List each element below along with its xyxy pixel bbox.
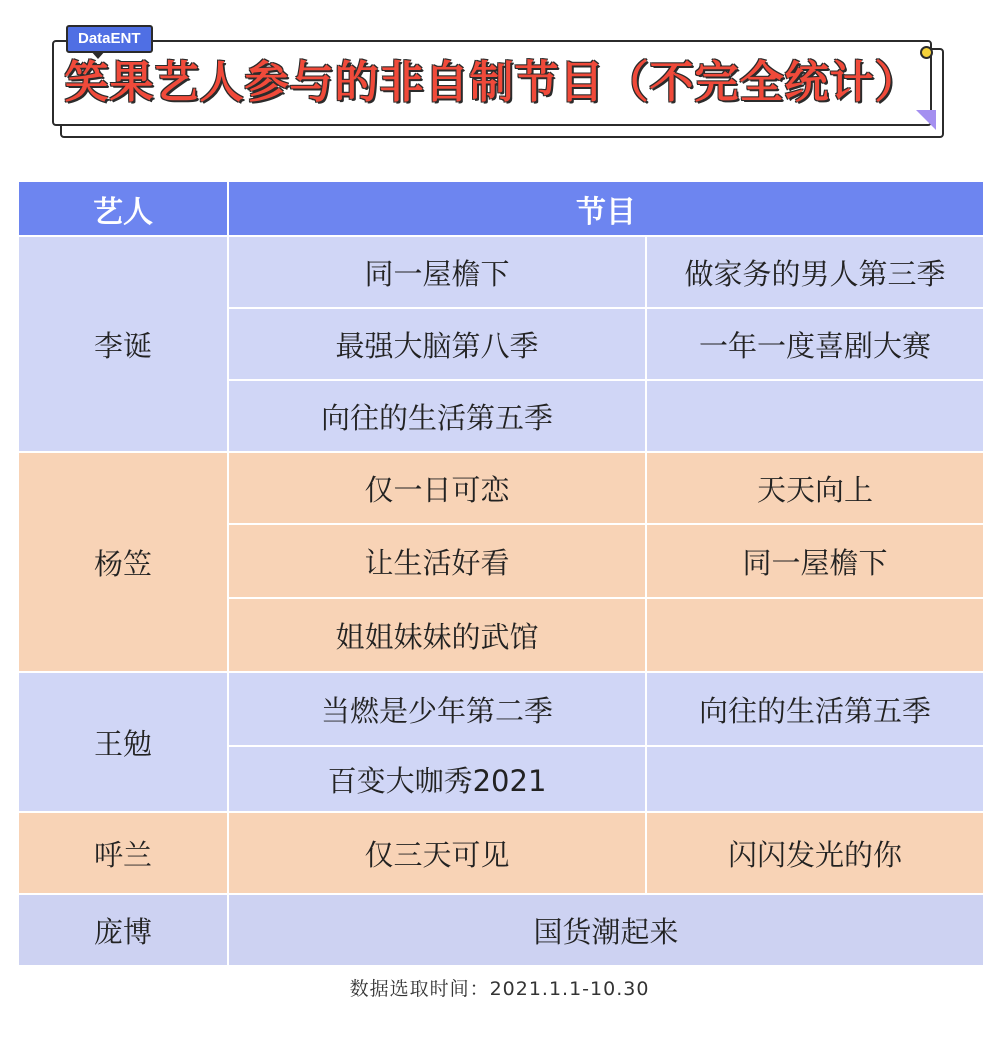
- program-cell-empty: [647, 381, 983, 451]
- program-table: [19, 182, 981, 965]
- program-cell: 百变大咖秀2021: [229, 747, 645, 811]
- program-cell: 当燃是少年第二季: [229, 673, 645, 745]
- program-cell-empty: [647, 747, 983, 811]
- data-period-note: 数据选取时间：2021.1.1-10.30: [349, 978, 650, 1000]
- program-cell: 向往的生活第五季: [647, 673, 983, 745]
- column-header-artist: 艺人: [19, 182, 227, 235]
- artist-cell: 王勉: [19, 673, 227, 811]
- program-cell: 国货潮起来: [229, 895, 983, 965]
- program-cell: 一年一度喜剧大赛: [647, 309, 983, 379]
- artist-cell: 呼兰: [19, 813, 227, 893]
- program-cell: 闪闪发光的你: [647, 813, 983, 893]
- program-cell: 做家务的男人第三季: [647, 237, 983, 307]
- program-cell: 最强大脑第八季: [229, 309, 645, 379]
- program-cell: 同一屋檐下: [229, 237, 645, 307]
- program-cell: 仅三天可见: [229, 813, 645, 893]
- brand-tag: DataENT: [66, 25, 153, 53]
- program-cell: 姐姐妹妹的武馆: [229, 599, 645, 671]
- program-cell: 同一屋檐下: [647, 525, 983, 597]
- program-cell: 仅一日可恋: [229, 453, 645, 523]
- program-cell: 天天向上: [647, 453, 983, 523]
- artist-cell: 庞博: [19, 895, 227, 965]
- artist-cell: 杨笠: [19, 453, 227, 671]
- artist-cell: 李诞: [19, 237, 227, 451]
- program-cell-empty: [647, 599, 983, 671]
- column-header-program: 节目: [229, 182, 983, 235]
- program-cell: 向往的生活第五季: [229, 381, 645, 451]
- program-cell: 让生活好看: [229, 525, 645, 597]
- page-title: 笑果艺人参与的非自制节目（不完全统计）: [64, 57, 920, 108]
